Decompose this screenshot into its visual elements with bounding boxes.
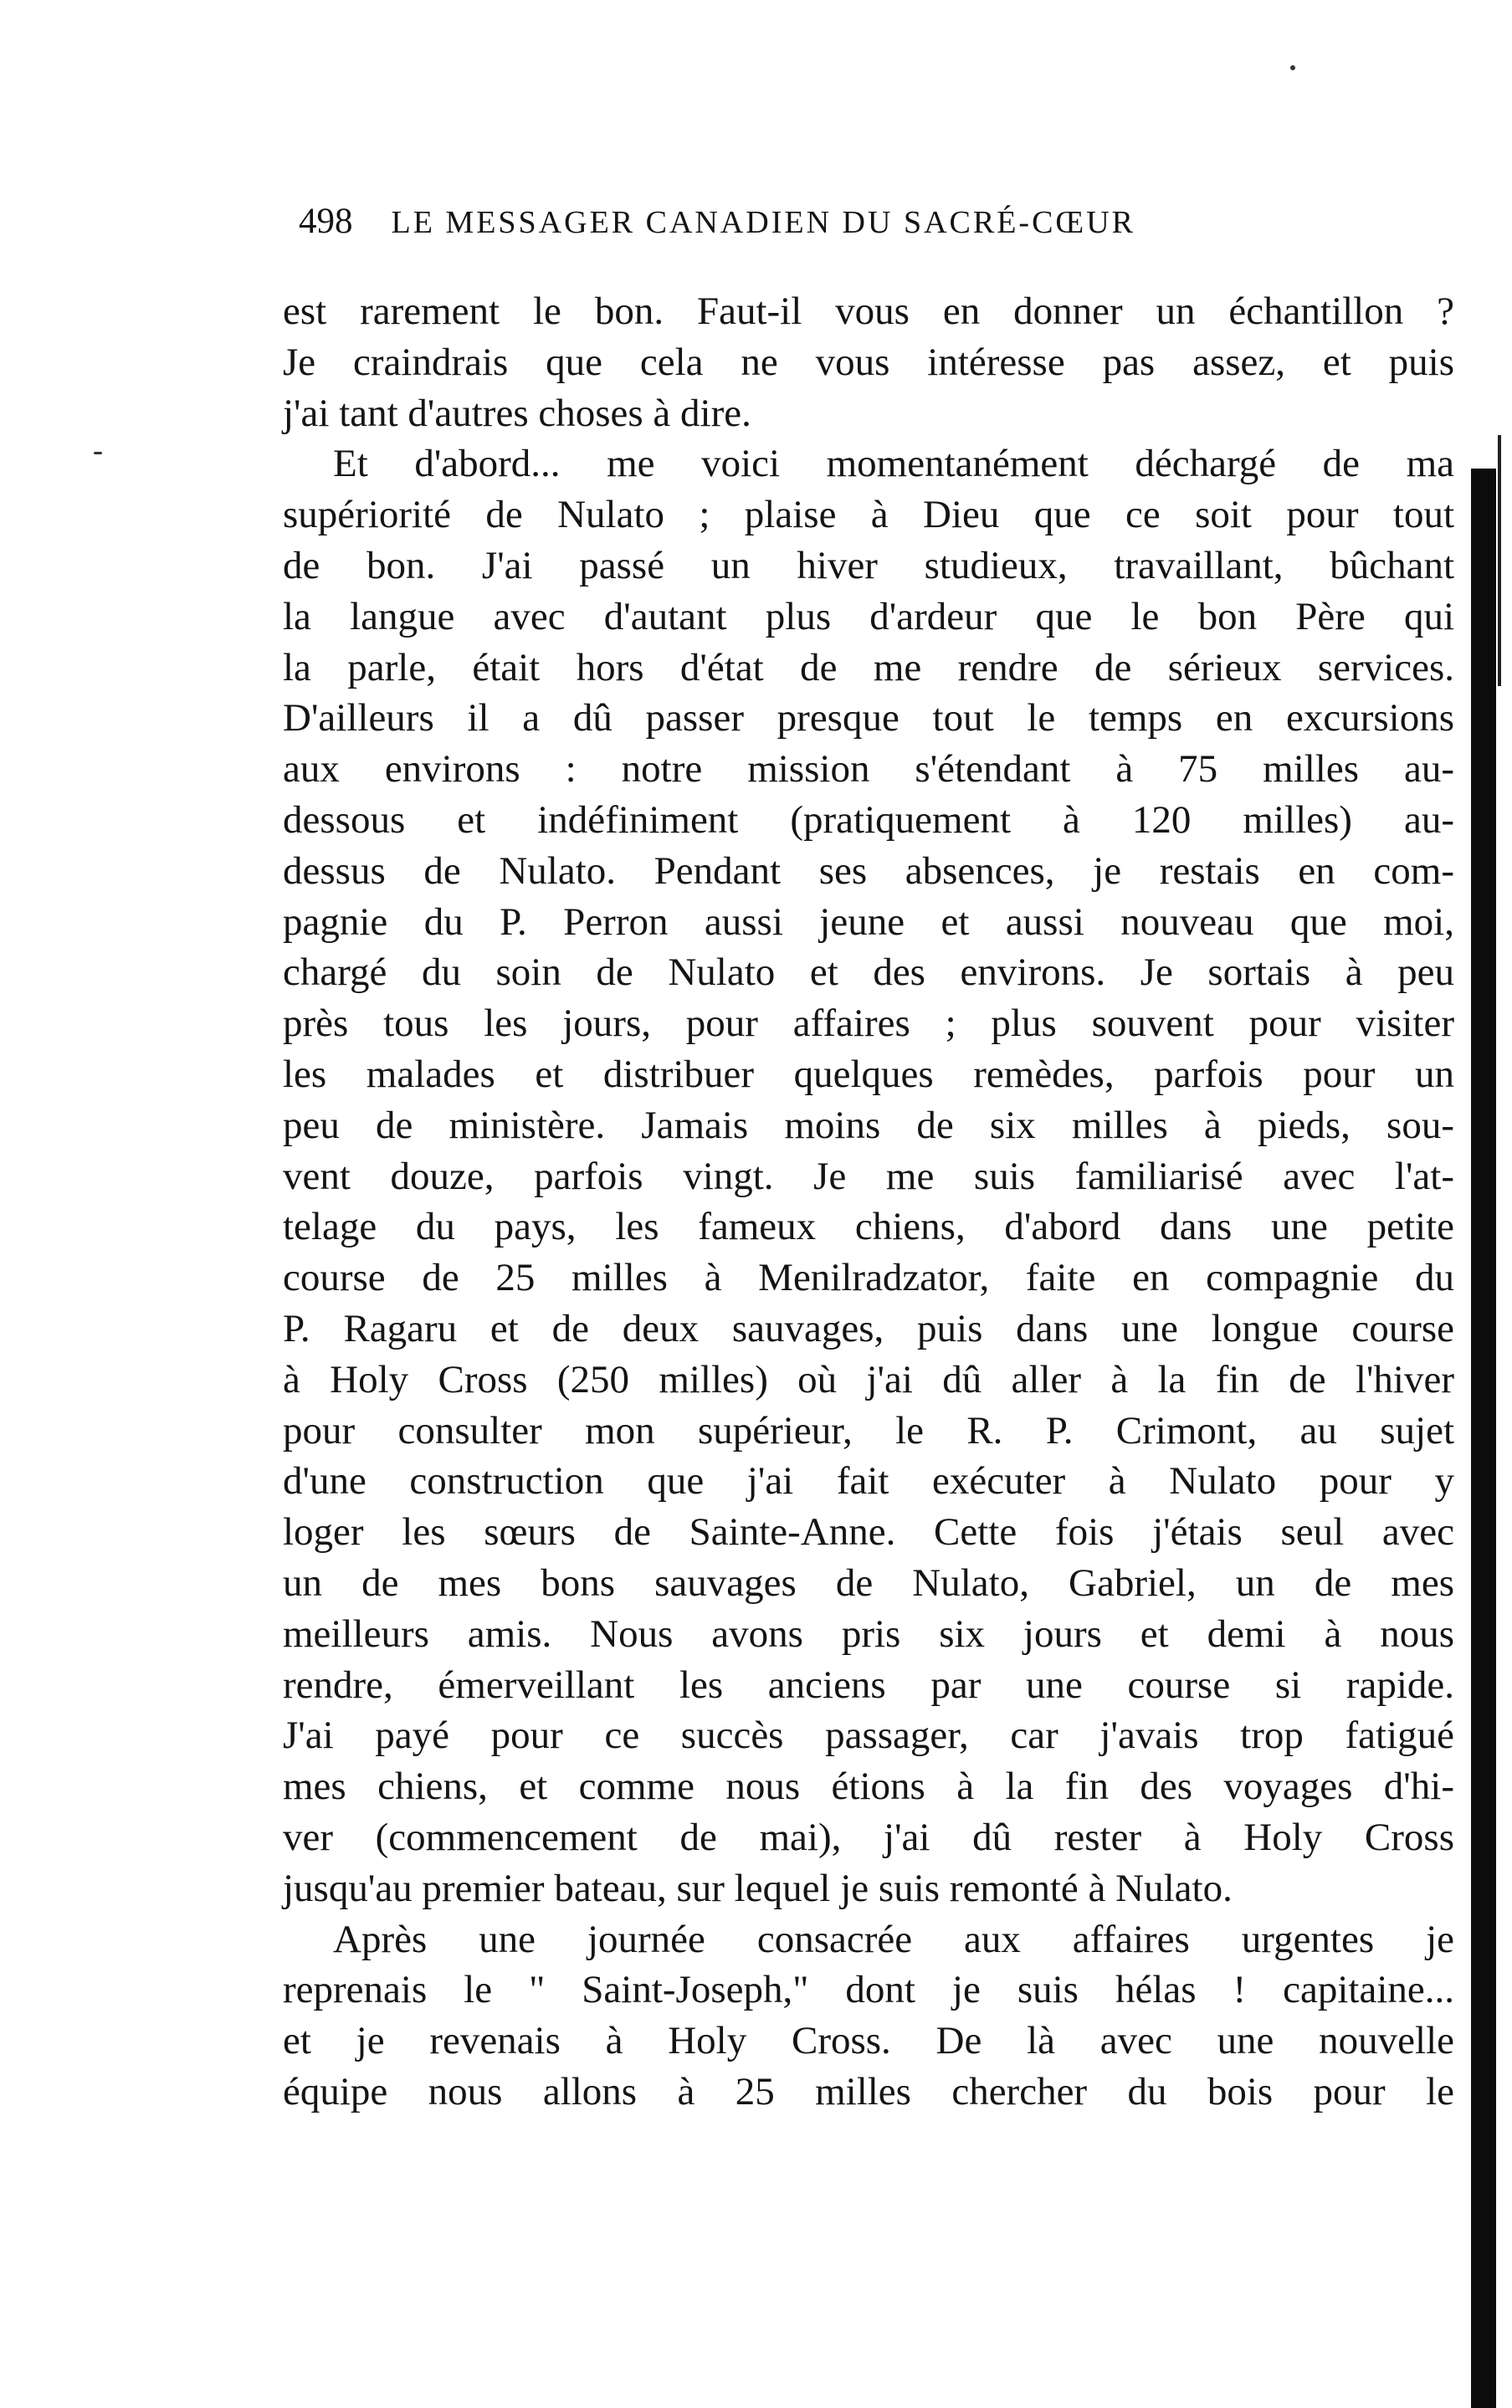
text-line: dessus de Nulato. Pendant ses absences, je restais en com- [283, 848, 1454, 893]
text-line: vent douze, parfois vingt. Je me suis familiarisé avec l'at- [283, 1154, 1454, 1198]
scan-speck [1290, 65, 1295, 70]
text-line: mes chiens, et comme nous étions à la fin des voyages d'hi- [283, 1765, 1454, 1809]
text-line: et je revenais à Holy Cross. De là avec une nouvelle [283, 2019, 1454, 2063]
text-line: ver (commencement de mai), j'ai dû rester à Holy Cross [283, 1815, 1454, 1859]
scan-speck [94, 452, 102, 454]
text-line: dessous et indéfiniment (pratiquement à 120 milles) au- [283, 797, 1454, 842]
text-line: J'ai payé pour ce succès passager, car j'avais trop fatigué [283, 1714, 1454, 1758]
text-line: meilleurs amis. Nous avons pris six jours et demi à nous [283, 1611, 1454, 1656]
scan-edge-shadow [1471, 469, 1496, 2408]
text-line: aux environs : notre mission s'étendant à 75 milles au- [283, 747, 1454, 792]
text-line: d'une construction que j'ai fait exécuter à Nulato pour y [283, 1459, 1454, 1504]
text-line: course de 25 milles à Menilradzator, faite en compagnie du [283, 1256, 1454, 1300]
text-line: telage du pays, les fameux chiens, d'abord dans une petite [283, 1205, 1454, 1249]
text-line: P. Ragaru et de deux sauvages, puis dans une longue course [283, 1306, 1454, 1350]
page-header [299, 201, 1445, 259]
text-line: la langue avec d'autant plus d'ardeur que le bon Père qui [283, 594, 1454, 638]
text-line: supériorité de Nulato ; plaise à Dieu que ce soit pour tout [283, 493, 1454, 537]
text-line: est rarement le bon. Faut-il vous en donner un échantillon ? [283, 289, 1454, 333]
text-line: peu de ministère. Jamais moins de six milles à pieds, sou- [283, 1103, 1454, 1147]
text-line: chargé du soin de Nulato et des environs. Je sortais à peu [283, 950, 1454, 995]
text-line: D'ailleurs il a dû passer presque tout le temps en excursions [283, 696, 1454, 740]
text-line: j'ai tant d'autres choses à dire. [283, 391, 751, 435]
text-line: reprenais le " Saint-Joseph," dont je suis hélas ! capitaine... [283, 1968, 1454, 2012]
scan-edge-line [1498, 435, 1501, 686]
text-line: pour consulter mon supérieur, le R. P. Crimont, au sujet [283, 1408, 1454, 1452]
text-line: les malades et distribuer quelques remèdes, parfois pour un [283, 1052, 1454, 1096]
text-line: près tous les jours, pour affaires ; plus souvent pour visiter [283, 1002, 1454, 1046]
body-text [283, 286, 1454, 2118]
text-line: Après une journée consacrée aux affaires urgentes je [333, 1917, 1454, 1961]
text-line: de bon. J'ai passé un hiver studieux, travaillant, bûchant [283, 543, 1454, 587]
text-line: Et d'abord... me voici momentanément déchargé de ma [333, 442, 1454, 486]
text-line: pagnie du P. Perron aussi jeune et aussi nouveau que moi, [283, 899, 1454, 944]
text-line: à Holy Cross (250 milles) où j'ai dû aller à la fin de l'hiver [283, 1357, 1454, 1401]
text-line: la parle, était hors d'état de me rendre de sérieux services. [283, 645, 1454, 689]
text-line: rendre, émerveillant les anciens par une course si rapide. [283, 1663, 1454, 1707]
text-line: loger les sœurs de Sainte-Anne. Cette fois j'étais seul avec [283, 1510, 1454, 1555]
page-number: 498 [299, 202, 353, 241]
text-line: un de mes bons sauvages de Nulato, Gabriel, un de mes [283, 1560, 1454, 1605]
text-line: équipe nous allons à 25 milles chercher du bois pour le [283, 2069, 1454, 2113]
text-line: Je craindrais que cela ne vous intéresse pas assez, et puis [283, 340, 1454, 384]
text-line: jusqu'au premier bateau, sur lequel je suis remonté à Nulato. [283, 1866, 1233, 1910]
running-head: LE MESSAGER CANADIEN DU SACRÉ-CŒUR [391, 205, 1135, 240]
